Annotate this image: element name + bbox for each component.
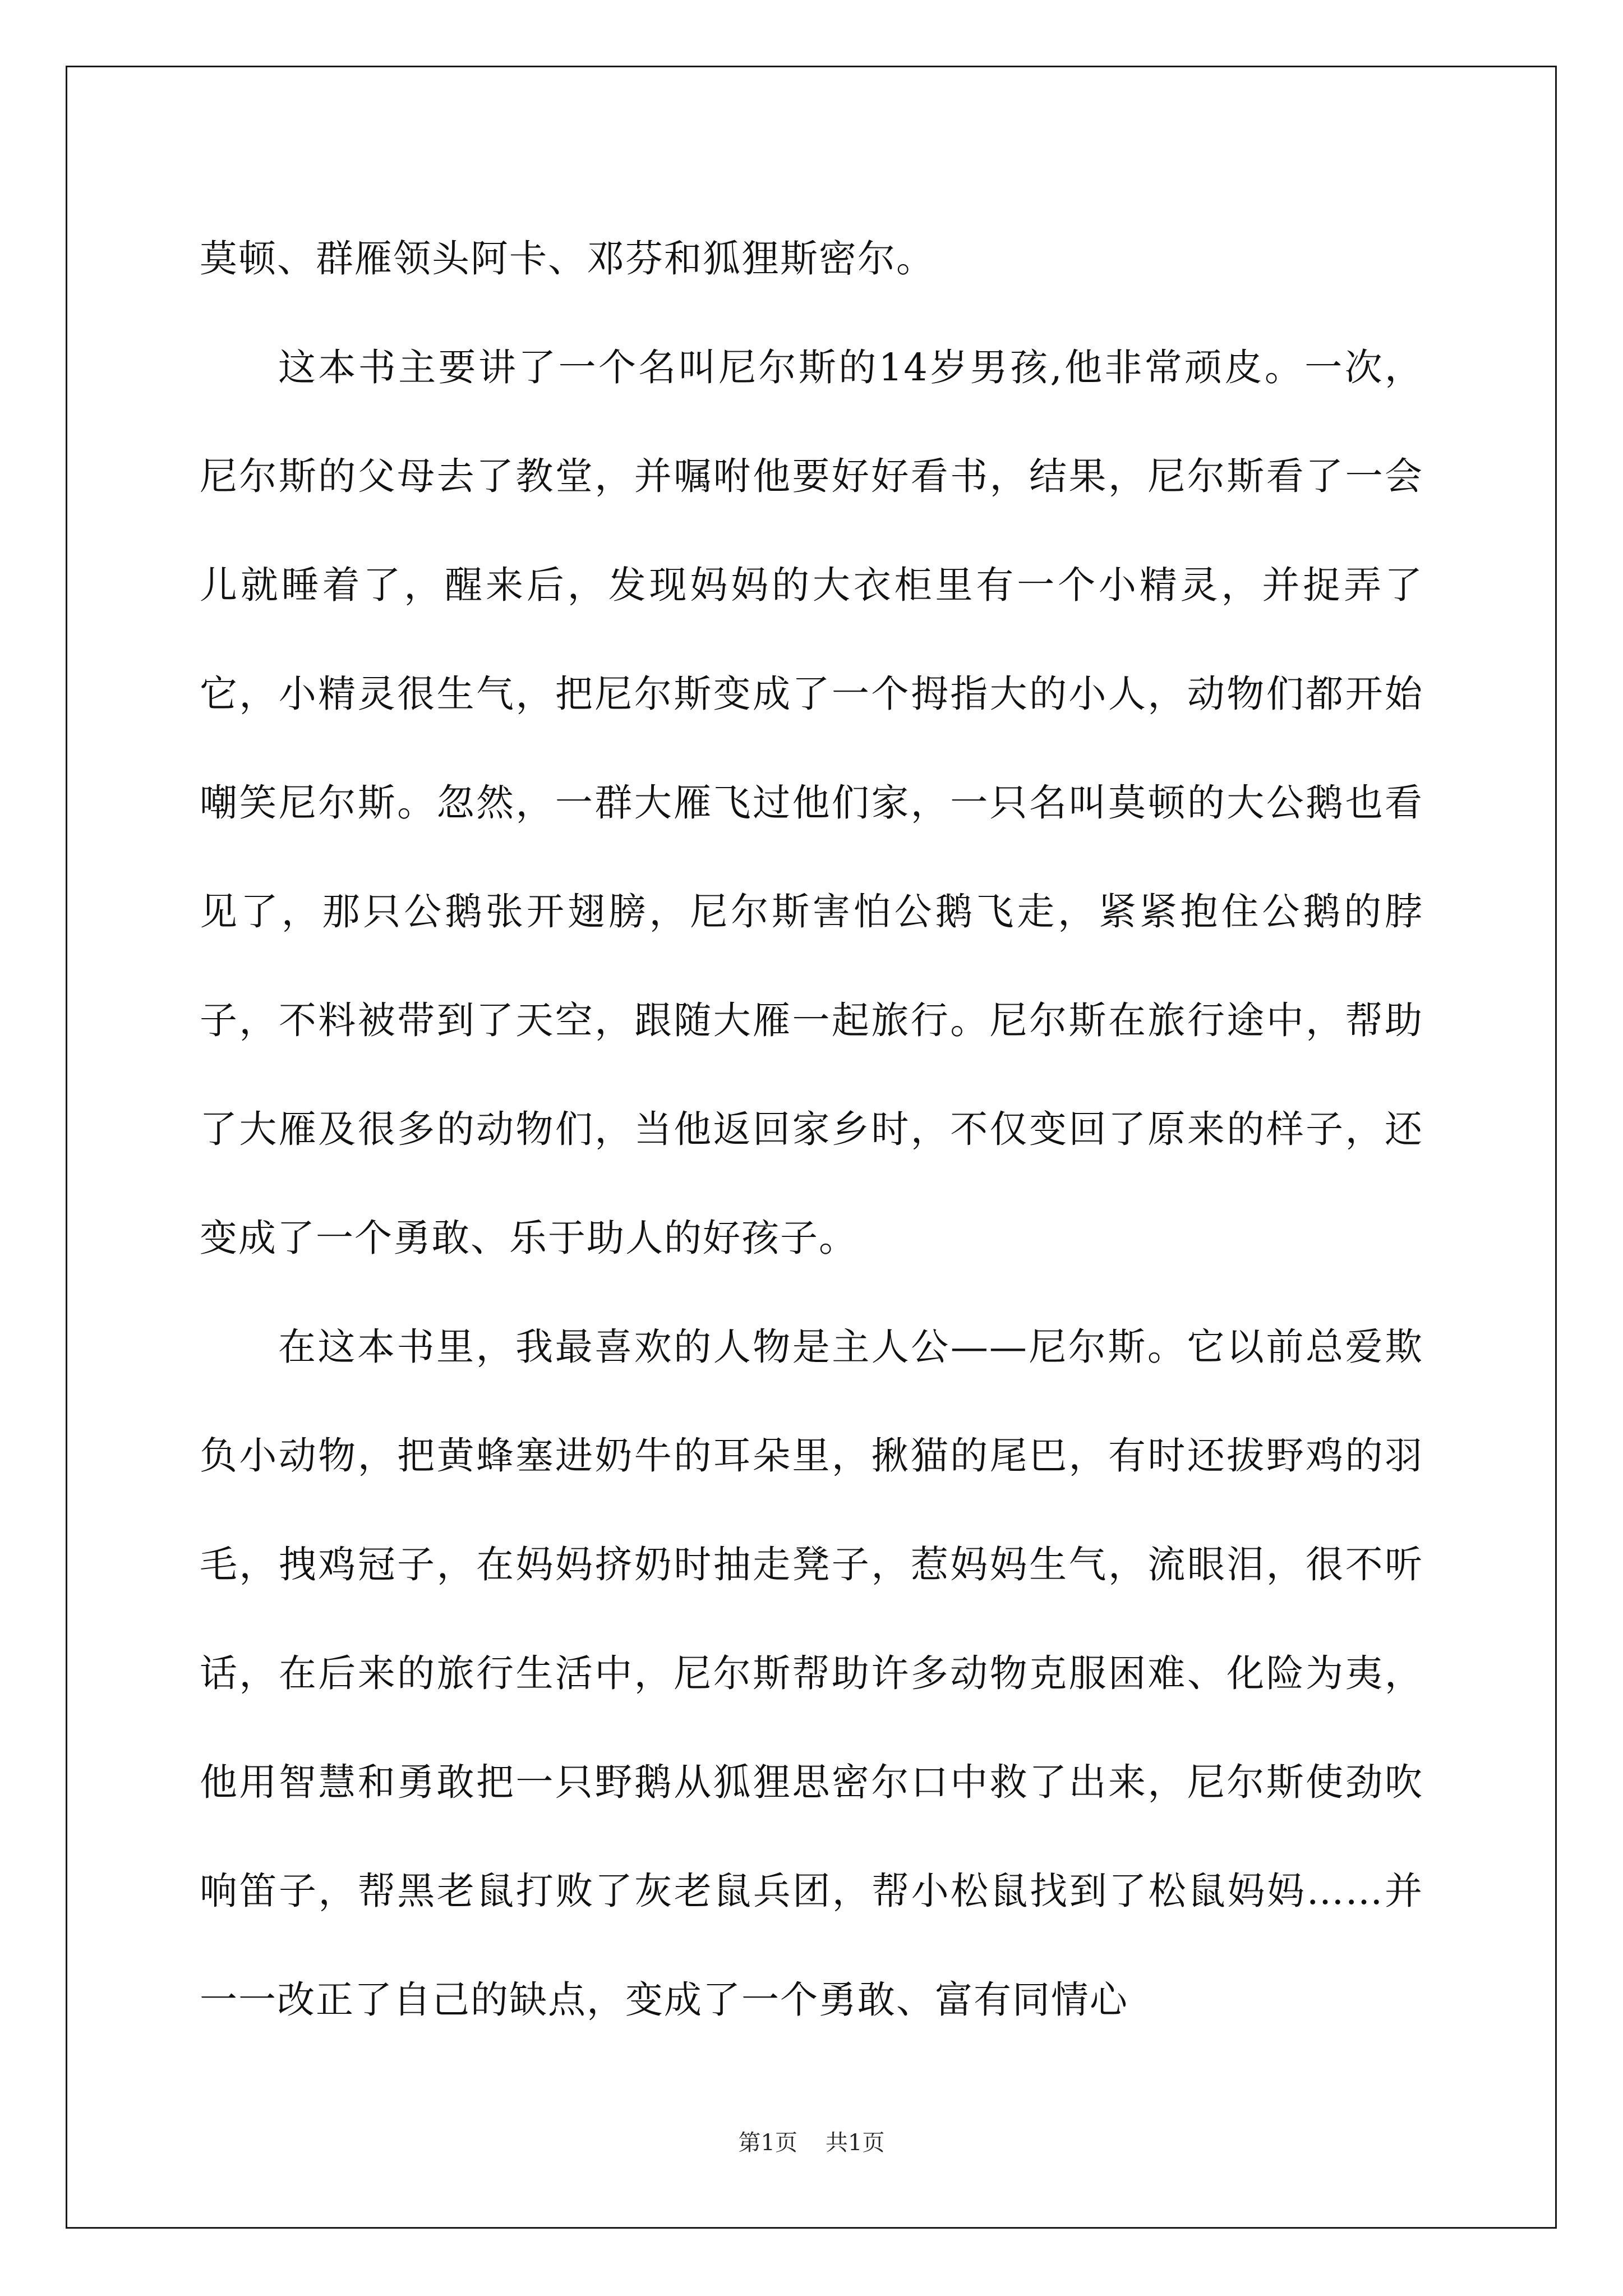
paragraph-1: 莫顿、群雁领头阿卡、邓芬和狐狸斯密尔。 bbox=[200, 237, 935, 280]
paragraph-3: 在这本书里，我最喜欢的人物是主人公——尼尔斯。它以前总爱欺负小动物，把黄蜂塞进奶牛的耳朵里，揪猫的尾巴，有时还拔野鸡的羽毛，拽鸡冠子，在妈妈挤奶时抽走凳子，惹妈妈生气，流眼泪，很不听话，在后来的旅行生活中，尼尔斯帮助许多动物克服困难、化险为夷，他用智慧和勇敢把一只野鹅从狐狸思密尔口中救了出来，尼尔斯使劲吹响笛子，帮黑老鼠打败了灰老鼠兵团，帮小松鼠找到了松鼠妈妈……并一一改正了自己的缺点，变成了一个勇敢、富有同情心 bbox=[200, 1325, 1423, 2022]
paragraph-2: 这本书主要讲了一个名叫尼尔斯的14岁男孩,他非常顽皮。一次，尼尔斯的父母去了教堂，并嘱咐他要好好看书，结果，尼尔斯看了一会儿就睡着了，醒来后，发现妈妈的大衣柜里有一个小精灵，并捉弄了它，小精灵很生气，把尼尔斯变成了一个拇指大的小人，动物们都开始嘲笑尼尔斯。忽然，一群大雁飞过他们家，一只名叫莫顿的大公鹅也看见了，那只公鹅张开翅膀，尼尔斯害怕公鹅飞走，紧紧抱住公鹅的脖子，不料被带到了天空，跟随大雁一起旅行。尼尔斯在旅行途中，帮助了大雁及很多的动物们，当他返回家乡时，不仅变回了原来的样子，还变成了一个勇敢、乐于助人的好孩子。 bbox=[200, 346, 1423, 1260]
page-number: 第1页 bbox=[738, 2130, 797, 2156]
document-body bbox=[200, 204, 1423, 2054]
page-total: 共1页 bbox=[826, 2130, 885, 2156]
page-footer bbox=[0, 2125, 1623, 2157]
